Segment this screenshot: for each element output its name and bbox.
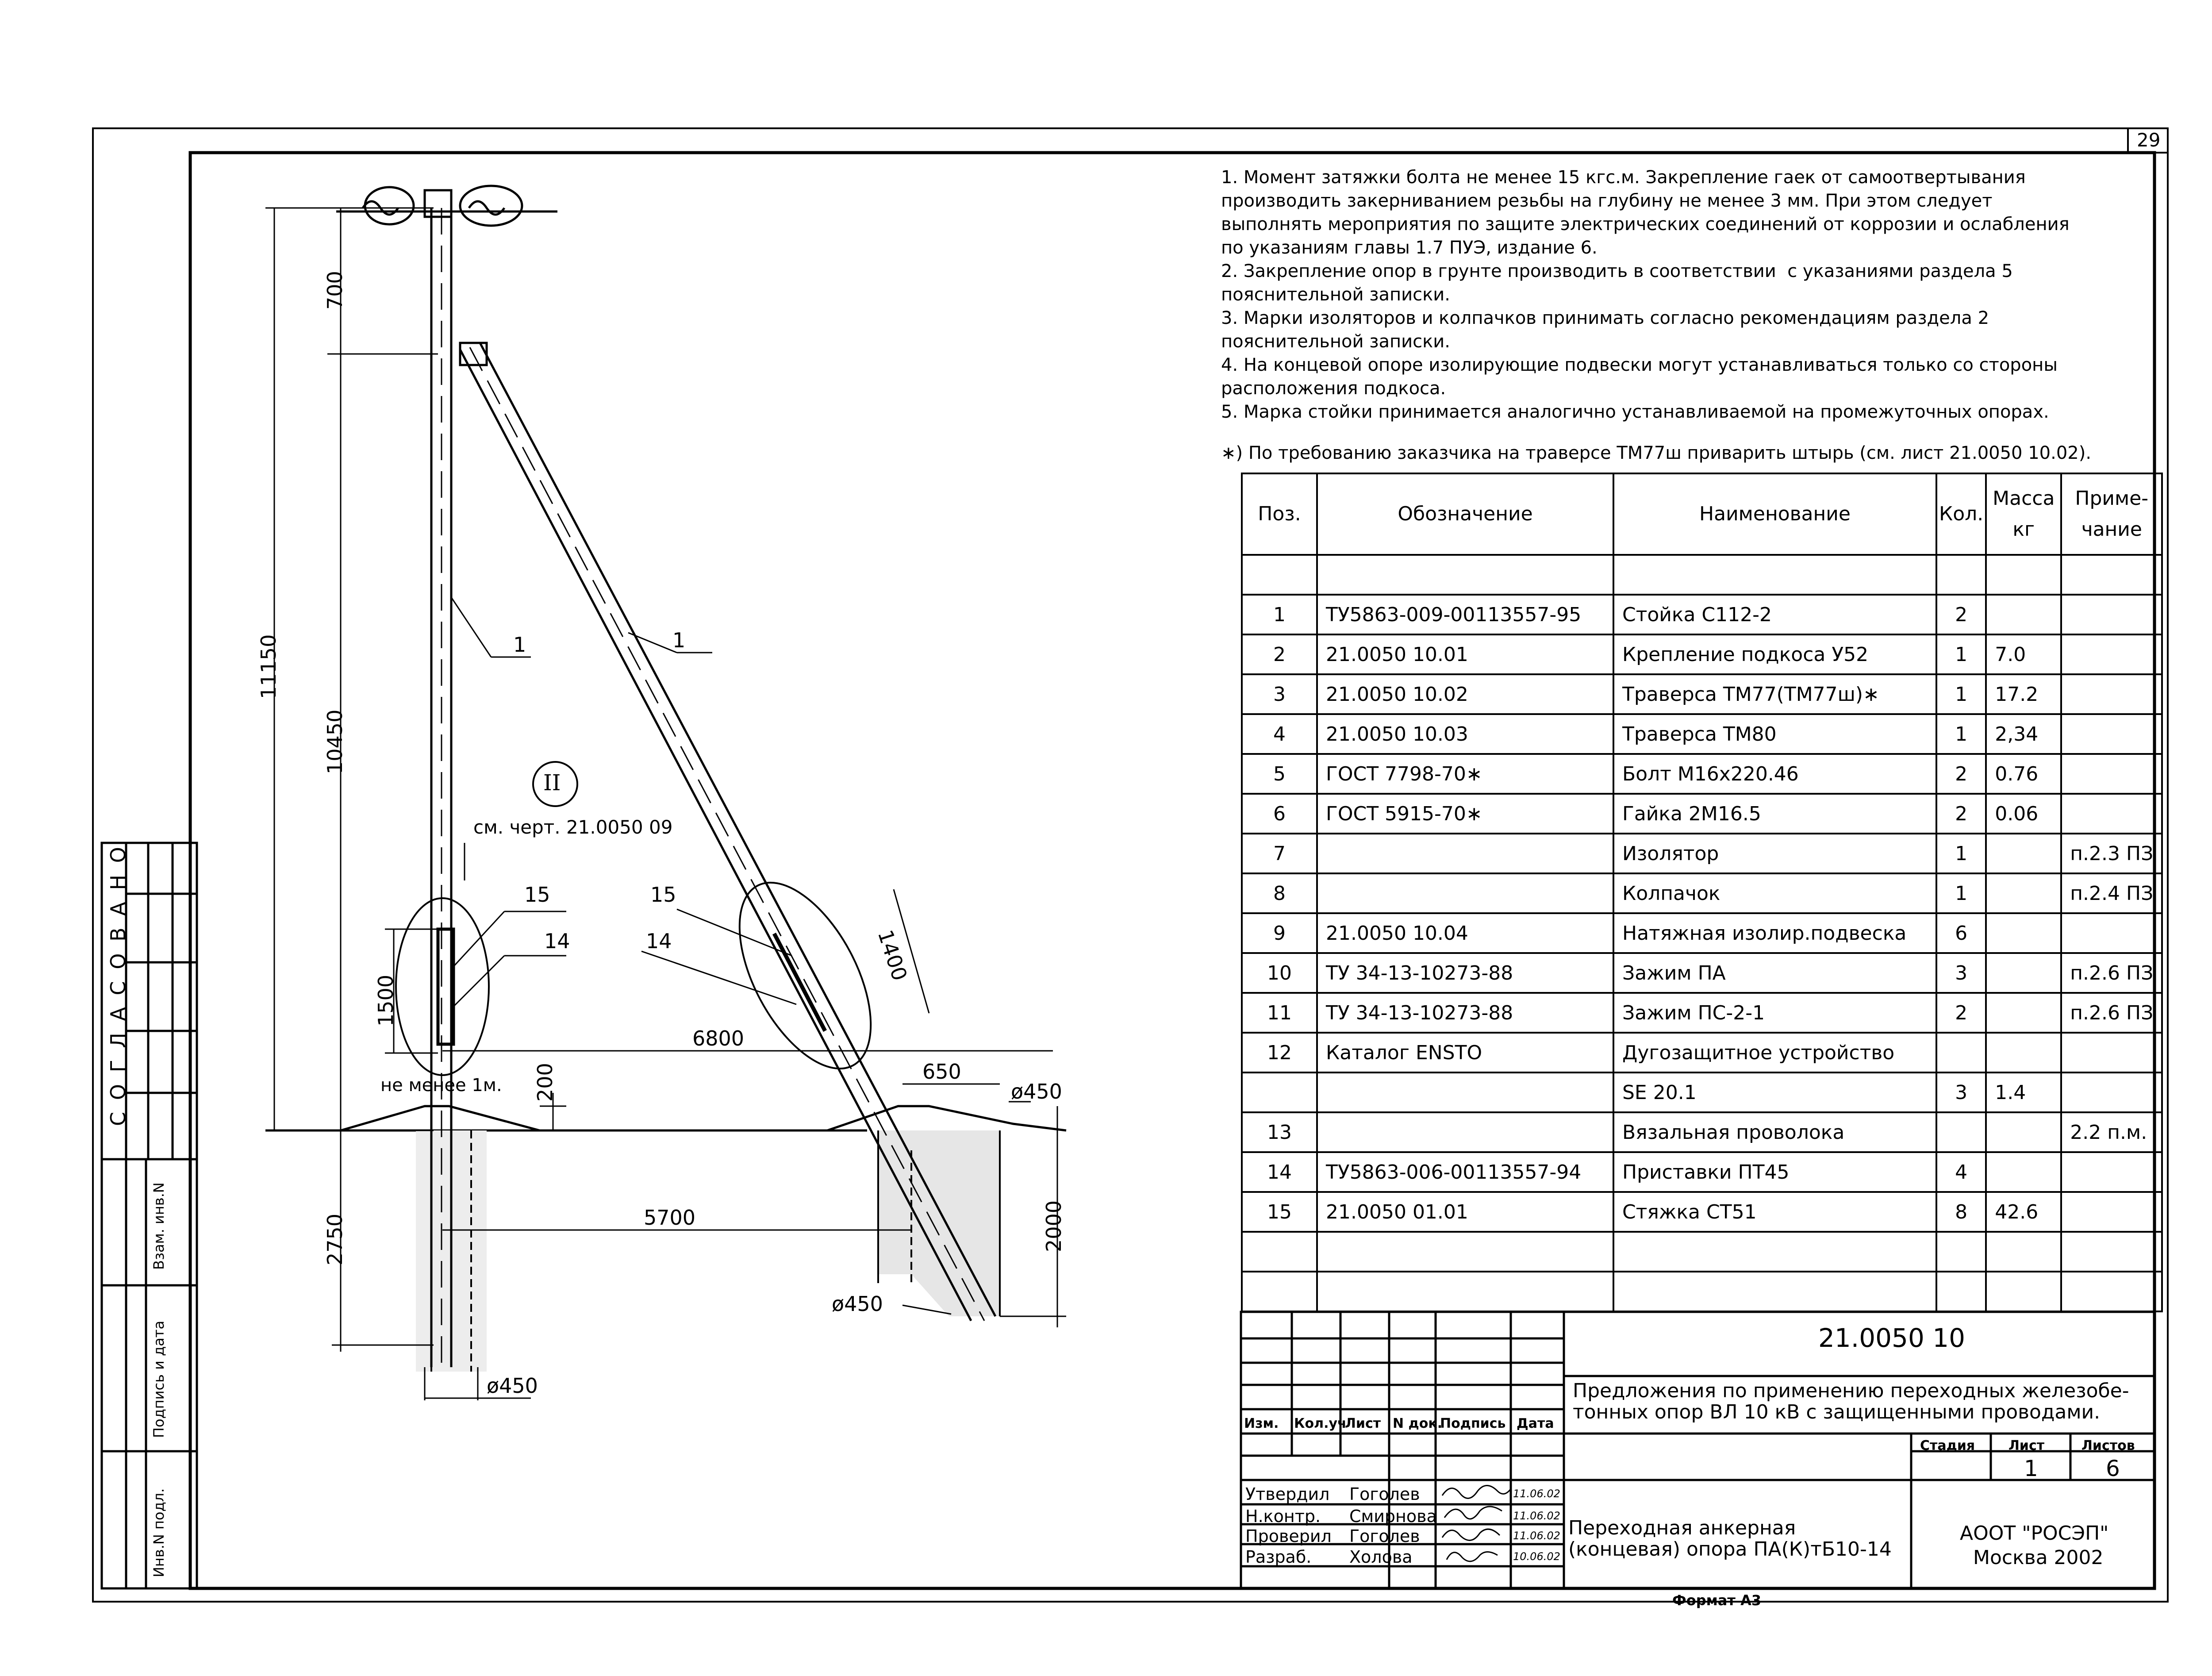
signer-role: Н.контр. <box>1245 1507 1321 1526</box>
cell-designation <box>1317 555 1613 595</box>
note-line: 3. Марки изоляторов и колпачков принимать согласно рекомендациям раздела 2 <box>1221 308 1989 328</box>
cell-qty: 3 <box>1936 953 1986 993</box>
signer-name: Холова <box>1349 1547 1413 1567</box>
specification-table <box>1241 473 2163 1312</box>
detail-ellipse-left <box>396 898 489 1075</box>
cell-designation: ТУ 34-13-10273-88 <box>1317 993 1613 1033</box>
signer-role: Проверил <box>1245 1526 1332 1546</box>
cell-note <box>2061 1232 2162 1272</box>
cell-mass <box>1986 1232 2061 1272</box>
stage-label: Стадия <box>1920 1438 1975 1453</box>
dim-phi450-top: ø450 <box>1011 1080 1062 1103</box>
cell-pos: 6 <box>1242 794 1317 834</box>
footnote: ∗) По требованию заказчика на траверсе ТМ77ш приварить штырь (см. лист 21.0050 10.02). <box>1221 443 2092 463</box>
doc-code: 21.0050 10 <box>1818 1323 1966 1353</box>
cell-designation <box>1317 1072 1613 1112</box>
organization: АООТ "РОСЭП" <box>1960 1522 2109 1545</box>
cell-mass <box>1986 953 2061 993</box>
cell-mass <box>1986 1112 2061 1152</box>
cell-designation <box>1317 1232 1613 1272</box>
dim-phi450-bottom: ø450 <box>487 1374 538 1398</box>
signer-role: Утвердил <box>1245 1484 1330 1504</box>
cell-mass <box>1986 1152 2061 1192</box>
cell-mass <box>1986 555 2061 595</box>
label-min-1m: не менее 1м. <box>380 1075 502 1096</box>
cell-pos: 14 <box>1242 1152 1317 1192</box>
dim-650: 650 <box>922 1060 961 1084</box>
cell-qty: 6 <box>1936 913 1986 953</box>
dim-1500: 1500 <box>374 974 398 1026</box>
cell-designation <box>1317 1272 1613 1311</box>
dim-5700: 5700 <box>644 1206 696 1230</box>
city-year: Москва 2002 <box>1973 1546 2104 1569</box>
project-title: Предложения по применению переходных железобе-тонных опор ВЛ 10 кВ с защищенными проводами. <box>1573 1380 2129 1423</box>
cell-note: 2.2 п.м. <box>2061 1112 2162 1152</box>
cell-name <box>1613 1232 1936 1272</box>
cell-note <box>2061 1072 2162 1112</box>
cell-note: п.2.6 ПЗ <box>2061 953 2162 993</box>
cell-note <box>2061 1152 2162 1192</box>
cell-name: Вязальная проволока <box>1613 1112 1936 1152</box>
signer-date: 11.06.02 <box>1513 1510 1560 1522</box>
cell-qty: 8 <box>1936 1192 1986 1232</box>
note-line: выполнять мероприятия по защите электрических соединений от коррозии и ослабления <box>1221 214 2070 234</box>
sheets-value: 6 <box>2106 1456 2120 1481</box>
cell-name: Колпачок <box>1613 873 1936 913</box>
label-pos14-right: 14 <box>646 929 672 953</box>
cell-mass: 42.6 <box>1986 1192 2061 1232</box>
table-row <box>1242 834 2162 873</box>
dim-11150: 11150 <box>257 634 280 699</box>
cell-pos: 12 <box>1242 1033 1317 1072</box>
cell-designation: ГОСТ 5915-70∗ <box>1317 794 1613 834</box>
col-qty: Кол. <box>1936 473 1986 555</box>
sheet-title: Переходная анкерная (концевая) опора ПА(К)тБ10-14 <box>1568 1517 1892 1561</box>
cell-qty: 1 <box>1936 873 1986 913</box>
cell-note <box>2061 634 2162 674</box>
cell-pos: 7 <box>1242 834 1317 873</box>
table-row <box>1242 595 2162 634</box>
cell-note: п.2.6 ПЗ <box>2061 993 2162 1033</box>
cell-name: Зажим ПА <box>1613 953 1936 993</box>
cell-pos: 8 <box>1242 873 1317 913</box>
cell-note: п.2.4 ПЗ <box>2061 873 2162 913</box>
cell-pos: 2 <box>1242 634 1317 674</box>
spec-body <box>1242 555 2162 1311</box>
cell-pos: 9 <box>1242 913 1317 953</box>
cell-note <box>2061 714 2162 754</box>
dim-2750: 2750 <box>323 1213 347 1265</box>
table-row <box>1242 1112 2162 1152</box>
col-head-izm: Изм. <box>1244 1416 1279 1431</box>
cell-pos <box>1242 1232 1317 1272</box>
cell-pos: 13 <box>1242 1112 1317 1152</box>
cell-qty: 1 <box>1936 634 1986 674</box>
table-row <box>1242 634 2162 674</box>
dim-10450: 10450 <box>323 709 347 774</box>
cell-mass: 0.06 <box>1986 794 2061 834</box>
signer-date: 11.06.02 <box>1513 1530 1560 1542</box>
cell-pos: 10 <box>1242 953 1317 993</box>
table-row <box>1242 674 2162 714</box>
dim-2000: 2000 <box>1042 1200 1066 1252</box>
table-row <box>1242 1072 2162 1112</box>
cell-pos: 5 <box>1242 754 1317 794</box>
table-row <box>1242 953 2162 993</box>
cell-note: п.2.3 ПЗ <box>2061 834 2162 873</box>
cell-designation <box>1317 834 1613 873</box>
cell-qty <box>1936 555 1986 595</box>
cell-name: Изолятор <box>1613 834 1936 873</box>
dim-200: 200 <box>533 1063 557 1102</box>
label-pos15-right: 15 <box>650 883 676 907</box>
cell-qty: 2 <box>1936 993 1986 1033</box>
cell-name: Гайка 2М16.5 <box>1613 794 1936 834</box>
cell-qty: 4 <box>1936 1152 1986 1192</box>
cell-note <box>2061 754 2162 794</box>
cell-mass <box>1986 595 2061 634</box>
label-node: II <box>543 770 561 796</box>
signer-name: Гоголев <box>1349 1526 1420 1546</box>
side-label-agreed: С О Г Л А С О В А Н О <box>106 844 130 1126</box>
cell-name: Дугозащитное устройство <box>1613 1033 1936 1072</box>
dim-6800: 6800 <box>692 1026 745 1050</box>
cell-pos: 15 <box>1242 1192 1317 1232</box>
cell-mass <box>1986 913 2061 953</box>
dim-phi450-pit: ø450 <box>832 1292 883 1316</box>
signer-name: Смирнова <box>1349 1507 1437 1526</box>
cell-designation: ТУ5863-009-00113557-95 <box>1317 595 1613 634</box>
signer-role: Разраб. <box>1245 1547 1312 1567</box>
cell-note <box>2061 555 2162 595</box>
table-row <box>1242 754 2162 794</box>
cell-designation: 21.0050 10.02 <box>1317 674 1613 714</box>
cell-note <box>2061 1272 2162 1311</box>
cell-pos: 3 <box>1242 674 1317 714</box>
table-row <box>1242 1272 2162 1311</box>
cell-pos: 11 <box>1242 993 1317 1033</box>
note-line: по указаниям главы 1.7 ПУЭ, издание 6. <box>1221 238 1598 258</box>
note-line: 1. Момент затяжки болта не менее 15 кгс.м. Закрепление гаек от самоотвертывания <box>1221 167 2026 188</box>
note-line: расположения подкоса. <box>1221 378 1446 399</box>
cell-mass <box>1986 873 2061 913</box>
col-designation: Обозначение <box>1317 473 1613 555</box>
label-pos15-left: 15 <box>524 883 550 907</box>
cell-mass: 0.76 <box>1986 754 2061 794</box>
sheet-number: 29 <box>2137 129 2161 151</box>
cell-mass <box>1986 1272 2061 1311</box>
table-row <box>1242 555 2162 595</box>
cell-name: Приставки ПТ45 <box>1613 1152 1936 1192</box>
cell-qty: 2 <box>1936 595 1986 634</box>
cell-designation: ТУ 34-13-10273-88 <box>1317 953 1613 993</box>
general-notes <box>1221 166 2159 465</box>
ground-line <box>265 1106 1066 1130</box>
cell-pos <box>1242 555 1317 595</box>
cell-name: Траверса ТМ77(ТМ77ш)∗ <box>1613 674 1936 714</box>
label-pos14-left: 14 <box>544 929 570 953</box>
cell-note <box>2061 674 2162 714</box>
cell-name: Крепление подкоса У52 <box>1613 634 1936 674</box>
detail-ellipse-right <box>712 862 898 1089</box>
cell-name: SE 20.1 <box>1613 1072 1936 1112</box>
cell-mass: 17.2 <box>1986 674 2061 714</box>
cell-qty <box>1936 1272 1986 1311</box>
note-line: пояснительной записки. <box>1221 331 1451 352</box>
cell-designation: 21.0050 01.01 <box>1317 1192 1613 1232</box>
table-row <box>1242 1033 2162 1072</box>
cell-name: Стяжка СТ51 <box>1613 1192 1936 1232</box>
col-pos: Поз. <box>1242 473 1317 555</box>
label-pos1-right: 1 <box>672 628 686 652</box>
cell-pos: 4 <box>1242 714 1317 754</box>
signer-date: 10.06.02 <box>1513 1550 1560 1563</box>
col-note: Приме- чание <box>2061 473 2162 555</box>
table-row <box>1242 993 2162 1033</box>
cell-mass: 7.0 <box>1986 634 2061 674</box>
cell-note <box>2061 1192 2162 1232</box>
table-row <box>1242 1192 2162 1232</box>
table-row <box>1242 714 2162 754</box>
insulator-assembly <box>336 186 557 226</box>
cell-qty: 2 <box>1936 794 1986 834</box>
side-label-inv-replace: Взам. инв.N <box>150 1182 167 1270</box>
dim-1400: 1400 <box>873 927 912 984</box>
note-line: 2. Закрепление опор в грунте производить в соответствии с указаниями раздела 5 <box>1221 261 2013 281</box>
cell-designation <box>1317 873 1613 913</box>
cell-qty <box>1936 1232 1986 1272</box>
cell-name: Болт М16х220.46 <box>1613 754 1936 794</box>
cell-pos <box>1242 1272 1317 1311</box>
cell-designation: Каталог ENSTO <box>1317 1033 1613 1072</box>
signer-date: 11.06.02 <box>1513 1488 1560 1500</box>
cell-qty <box>1936 1112 1986 1152</box>
side-label-sign-date: Подпись и дата <box>150 1320 167 1438</box>
sheet-value: 1 <box>2024 1456 2038 1481</box>
cell-name: Стойка С112-2 <box>1613 595 1936 634</box>
table-row <box>1242 1232 2162 1272</box>
cell-name: Натяжная изолир.подвеска <box>1613 913 1936 953</box>
cell-name <box>1613 1272 1936 1311</box>
cell-qty: 3 <box>1936 1072 1986 1112</box>
signer-name: Гоголев <box>1349 1484 1420 1504</box>
dim-700: 700 <box>323 271 347 310</box>
cell-qty <box>1936 1033 1986 1072</box>
format-label: Формат А3 <box>1672 1592 1762 1609</box>
cell-mass <box>1986 1033 2061 1072</box>
cell-pos: 1 <box>1242 595 1317 634</box>
cell-designation: 21.0050 10.01 <box>1317 634 1613 674</box>
note-line: пояснительной записки. <box>1221 284 1451 305</box>
cell-designation: ТУ5863-006-00113557-94 <box>1317 1152 1613 1192</box>
cell-qty: 1 <box>1936 714 1986 754</box>
cell-name: Зажим ПС-2-1 <box>1613 993 1936 1033</box>
sheets-label: Листов <box>2081 1438 2135 1453</box>
cell-mass <box>1986 834 2061 873</box>
cell-name: Траверса ТМ80 <box>1613 714 1936 754</box>
cell-pos <box>1242 1072 1317 1112</box>
label-see-drawing: см. черт. 21.0050 09 <box>473 816 673 838</box>
table-row <box>1242 873 2162 913</box>
cell-note <box>2061 595 2162 634</box>
spec-header-row <box>1242 473 2162 555</box>
cell-designation: ГОСТ 7798-70∗ <box>1317 754 1613 794</box>
cell-qty: 2 <box>1936 754 1986 794</box>
cell-qty: 1 <box>1936 834 1986 873</box>
col-head-kol: Кол.уч <box>1294 1416 1347 1431</box>
col-name: Наименование <box>1613 473 1936 555</box>
cell-note <box>2061 913 2162 953</box>
table-row <box>1242 913 2162 953</box>
cell-name <box>1613 555 1936 595</box>
note-line: 5. Марка стойки принимается аналогично устанавливаемой на промежуточных опорах. <box>1221 402 2049 422</box>
col-head-list: Лист <box>1345 1416 1381 1431</box>
note-line: 4. На концевой опоре изолирующие подвески могут устанавливаться только со стороны <box>1221 355 2058 375</box>
cell-mass: 2,34 <box>1986 714 2061 754</box>
cell-qty: 1 <box>1936 674 1986 714</box>
cell-mass: 1.4 <box>1986 1072 2061 1112</box>
col-head-date: Дата <box>1517 1416 1554 1431</box>
col-head-ndoc: N док. <box>1393 1416 1443 1431</box>
cell-mass <box>1986 993 2061 1033</box>
side-label-inv-original: Инв.N подл. <box>150 1488 167 1577</box>
sheet-label: Лист <box>2008 1438 2045 1453</box>
cell-designation <box>1317 1112 1613 1152</box>
cell-note <box>2061 794 2162 834</box>
cell-note <box>2061 1033 2162 1072</box>
label-pos1-left: 1 <box>513 633 526 657</box>
col-mass: Масса кг <box>1986 473 2061 555</box>
cell-designation: 21.0050 10.04 <box>1317 913 1613 953</box>
cell-designation: 21.0050 10.03 <box>1317 714 1613 754</box>
table-row <box>1242 1152 2162 1192</box>
col-head-sign: Подпись <box>1440 1416 1506 1431</box>
table-row <box>1242 794 2162 834</box>
note-line: производить закерниванием резьбы на глубину не менее 3 мм. При этом следует <box>1221 191 1993 211</box>
